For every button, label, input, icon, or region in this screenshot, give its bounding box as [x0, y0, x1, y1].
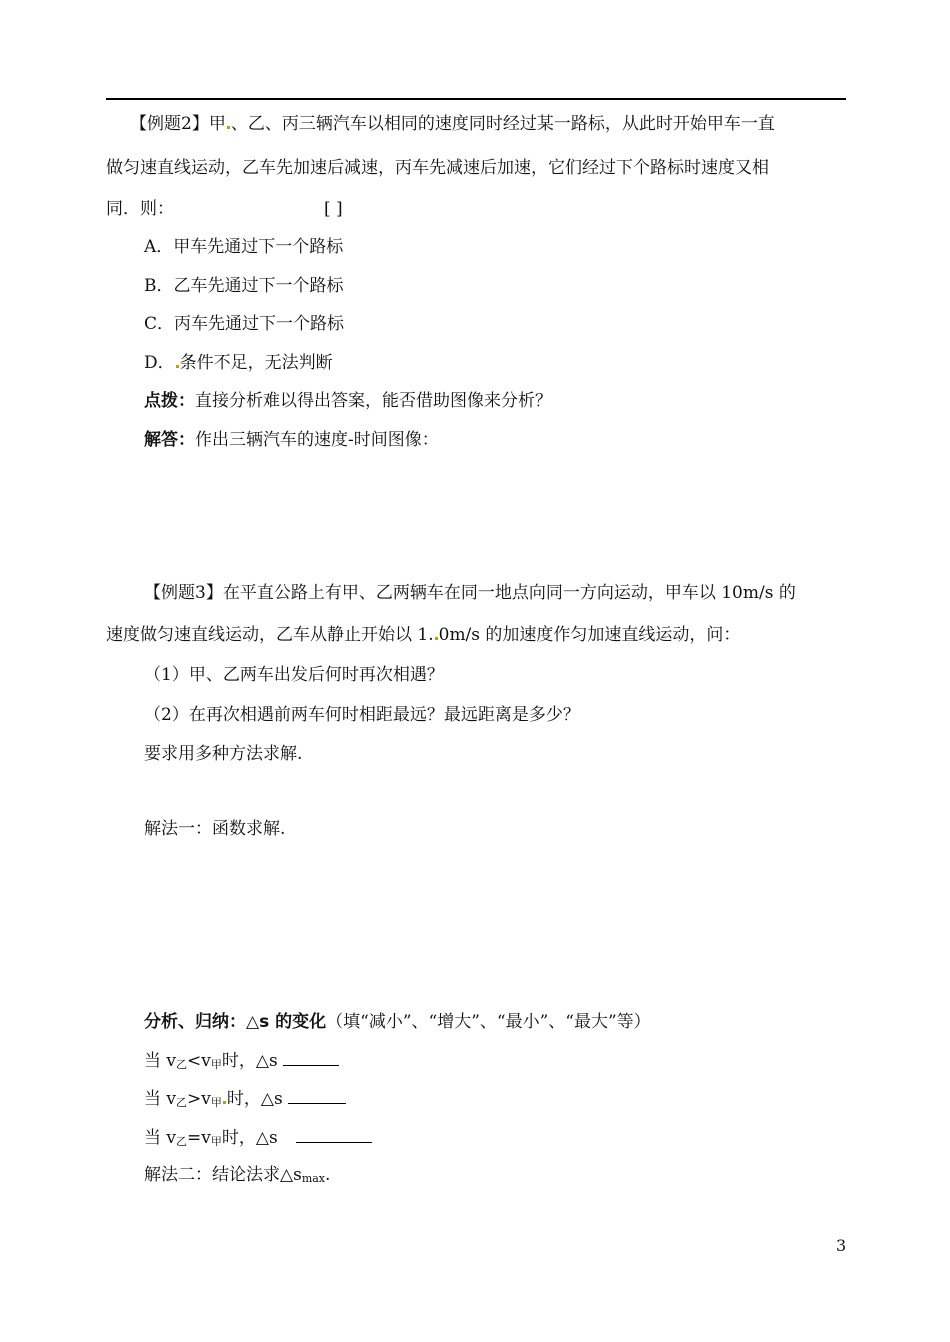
- analysis-row-3: 当 $v_乙=v_甲$时，△s: [144, 1126, 372, 1153]
- ex2-line1: 【例题2】甲 、乙、丙三辆汽车以相同的速度同时经过某一路标，从此时开始甲车一直: [130, 114, 775, 134]
- ex2-line2: 做匀速直线运动，乙车先加速后减速，丙车先减速后加速，它们经过下个路标时速度又相: [106, 158, 769, 178]
- answer-line: 解答：作出三辆汽车的速度-时间图像：: [144, 430, 439, 450]
- fill-blank: [283, 1049, 339, 1066]
- ex2-line3: 同．则： [ ]: [106, 199, 343, 219]
- option-c: C．丙车先通过下一个路标: [144, 314, 345, 334]
- option-d: D． 条件不足，无法判断: [144, 353, 333, 373]
- analysis-row-1: 当 $v_乙<v_甲$时，△s: [144, 1049, 339, 1076]
- marker-dot: [435, 637, 438, 640]
- header-rule: [106, 98, 846, 100]
- page-number: 3: [836, 1236, 847, 1255]
- fill-blank: [288, 1087, 346, 1104]
- question-2: （2）在再次相遇前两车何时相距最远？最远距离是多少？: [144, 705, 580, 725]
- answer-label: 解答：: [144, 430, 195, 450]
- marker-dot: [176, 365, 179, 368]
- answer-bracket: [ ]: [324, 199, 343, 219]
- option-b: B．乙车先通过下一个路标: [144, 276, 344, 296]
- hint-line: 点拨：直接分析难以得出答案，能否借助图像来分析？: [144, 391, 552, 411]
- question-1: （1）甲、乙两车出发后何时再次相遇？: [144, 665, 444, 685]
- analysis-row-2: 当 $v_乙>v_甲$ 时，△s: [144, 1087, 346, 1114]
- analysis-heading: 分析、归纳：△s 的变化（填“减小”、“增大”、“最小”、“最大”等）: [144, 1012, 651, 1032]
- ex3-line1: 【例题3】在平直公路上有甲、乙两辆车在同一地点向同一方向运动，甲车以 10m/s 的: [144, 583, 796, 603]
- hint-label: 点拨：: [144, 391, 195, 411]
- marker-dot: [227, 126, 230, 129]
- method-1: 解法一：函数求解.: [144, 819, 286, 839]
- marker-dot: [223, 1101, 226, 1104]
- fill-blank: [296, 1126, 372, 1143]
- ex3-line2: 速度做匀速直线运动，乙车从静止开始以 1. 0m/s 的加速度作匀加速直线运动，问：: [106, 625, 741, 645]
- method-2: 解法二：结论法求$\triangle s_{max}$.: [144, 1165, 331, 1185]
- requirement: 要求用多种方法求解.: [144, 744, 303, 764]
- option-a: A．甲车先通过下一个路标: [144, 237, 344, 257]
